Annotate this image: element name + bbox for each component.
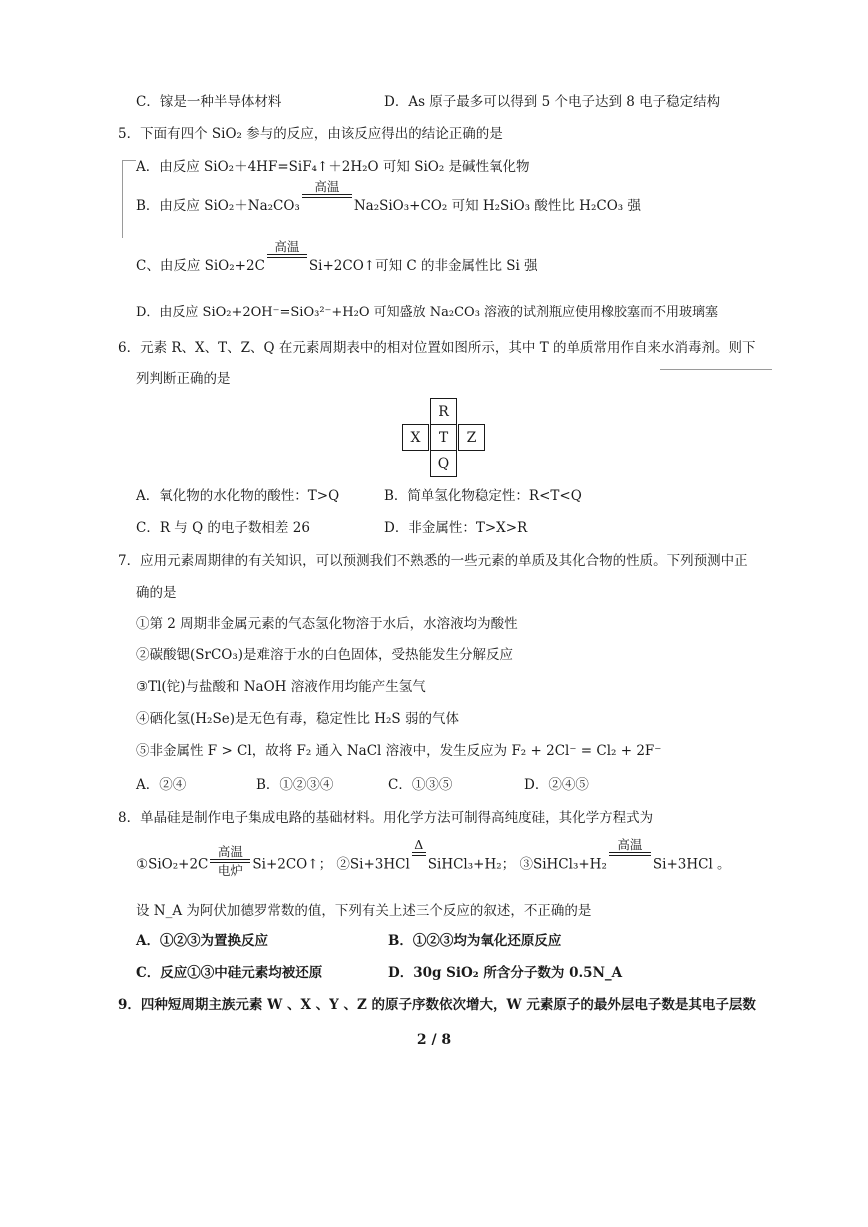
q7-item-2: ②碳酸锶(SrCO₃)是难溶于水的白色固体，受热能发生分解反应 [136, 647, 514, 663]
q5-option-d: D．由反应 SiO₂+2OH⁻=SiO₃²⁻+H₂O 可知盛放 Na₂CO₃ 溶液的试剂瓶应使用橡胶塞而不用玻璃塞 [136, 305, 719, 320]
q8-option-b: B．①②③均为氧化还原反应 [388, 933, 562, 949]
cell-q: Q [430, 450, 457, 477]
cell-t: T [430, 424, 457, 451]
q5-option-b-condition [302, 179, 352, 213]
q5-option-b [136, 178, 641, 216]
eq1-condition-top: 高温 [217, 844, 243, 859]
q5-option-b-rhs: Na₂SiO₃+CO₂ 可知 H₂SiO₃ 酸性比 H₂CO₃ 强 [353, 198, 641, 214]
q6-stem-line1: 6．元素 R、X、T、Z、Q 在元素周期表中的相对位置如图所示，其中 T 的单质常用作自来水消毒剂。则下 [118, 340, 756, 356]
cell-x: X [402, 424, 429, 451]
scan-mark-right [660, 369, 772, 370]
eq1-rhs: Si+2CO↑； [252, 856, 333, 873]
scan-mark-top [122, 160, 136, 161]
q7-option-d: D．②④⑤ [524, 777, 589, 793]
q9-stem: 9．四种短周期主族元素 W 、X 、Y 、Z 的原子序数依次增大，W 元素原子的最外层电子数是其电子层数 [118, 997, 756, 1013]
q8-stem: 8．单晶硅是制作电子集成电路的基础材料。用化学方法可制得高纯度硅，其化学方程式为 [118, 810, 654, 826]
eq3-lhs: ③SiHCl₃+H₂ [519, 856, 607, 873]
periodic-position-figure [402, 398, 486, 482]
q7-item-5: ⑤非金属性 F > Cl，故将 F₂ 通入 NaCl 溶液中，发生反应为 F₂ + 2Cl⁻ = Cl₂ + 2F⁻ [136, 743, 662, 759]
eq2-lhs: ②Si+3HCl [336, 856, 410, 873]
q5-option-b-lhs: B．由反应 SiO₂＋Na₂CO₃ [136, 198, 300, 214]
page-number: 2 / 8 [416, 1032, 452, 1048]
q5-option-c [136, 238, 538, 276]
scan-mark-left [122, 160, 123, 238]
eq1-condition [210, 844, 250, 878]
q8-equations [136, 837, 731, 878]
q5-stem: 5．下面有四个 SiO₂ 参与的反应，由该反应得出的结论正确的是 [118, 126, 503, 142]
q4-option-c: C．镓是一种半导体材料 [136, 94, 282, 110]
q7-item-1: ①第 2 周期非金属元素的气态氢化物溶于水后，水溶液均为酸性 [136, 616, 518, 632]
q6-option-d: D．非金属性：T>X>R [384, 520, 528, 536]
q6-option-b: B．简单氢化物稳定性：R<T<Q [384, 488, 582, 504]
cell-r: R [430, 398, 457, 425]
q5-option-a: A．由反应 SiO₂＋4HF=SiF₄↑＋2H₂O 可知 SiO₂ 是碱性氧化物 [136, 159, 530, 175]
q7-stem-line1: 7．应用元素周期律的有关知识，可以预测我们不熟悉的一些元素的单质及其化合物的性质。下列预测中正 [118, 553, 748, 569]
q5-option-c-condition [267, 239, 307, 273]
cell-z: Z [458, 424, 485, 451]
q5-option-c-condition-label: 高温 [274, 238, 300, 254]
eq2-condition [412, 837, 426, 871]
q4-option-d: D．As 原子最多可以得到 5 个电子达到 8 电子稳定结构 [384, 94, 721, 110]
q5-option-c-rhs: Si+2CO↑可知 C 的非金属性比 Si 强 [308, 258, 538, 274]
eq2-rhs: SiHCl₃+H₂； [427, 856, 516, 873]
q6-stem-line2: 列判断正确的是 [136, 371, 231, 387]
eq1-condition-bottom: 电炉 [217, 863, 243, 878]
q7-option-a: A．②④ [136, 777, 187, 793]
q7-item-3: ③Tl(铊)与盐酸和 NaOH 溶液作用均能产生氢气 [136, 679, 426, 695]
q7-option-b: B．①②③④ [256, 777, 334, 793]
q6-option-a: A．氧化物的水化物的酸性：T>Q [136, 488, 340, 504]
q8-option-a: A．①②③为置换反应 [136, 933, 268, 949]
q8-option-c: C．反应①③中硅元素均被还原 [136, 965, 323, 981]
q8-note: 设 N_A 为阿伏加德罗常数的值，下列有关上述三个反应的叙述，不正确的是 [136, 903, 592, 919]
eq3-rhs: Si+3HCl 。 [652, 856, 731, 873]
eq1-lhs: ①SiO₂+2C [136, 856, 209, 873]
q6-option-c: C．R 与 Q 的电子数相差 26 [136, 520, 310, 536]
q7-item-4: ④硒化氢(H₂Se)是无色有毒，稳定性比 H₂S 弱的气体 [136, 711, 459, 727]
q5-option-c-lhs: C、由反应 SiO₂+2C [136, 258, 265, 274]
eq3-condition-top: 高温 [617, 837, 643, 852]
eq2-condition-top: Δ [414, 837, 424, 852]
eq3-condition [609, 837, 651, 871]
q7-stem-line2: 确的是 [136, 585, 177, 601]
q5-option-b-condition-label: 高温 [314, 178, 340, 194]
q8-option-d: D．30g SiO₂ 所含分子数为 0.5N_A [388, 965, 623, 981]
q7-option-c: C．①③⑤ [388, 777, 453, 793]
